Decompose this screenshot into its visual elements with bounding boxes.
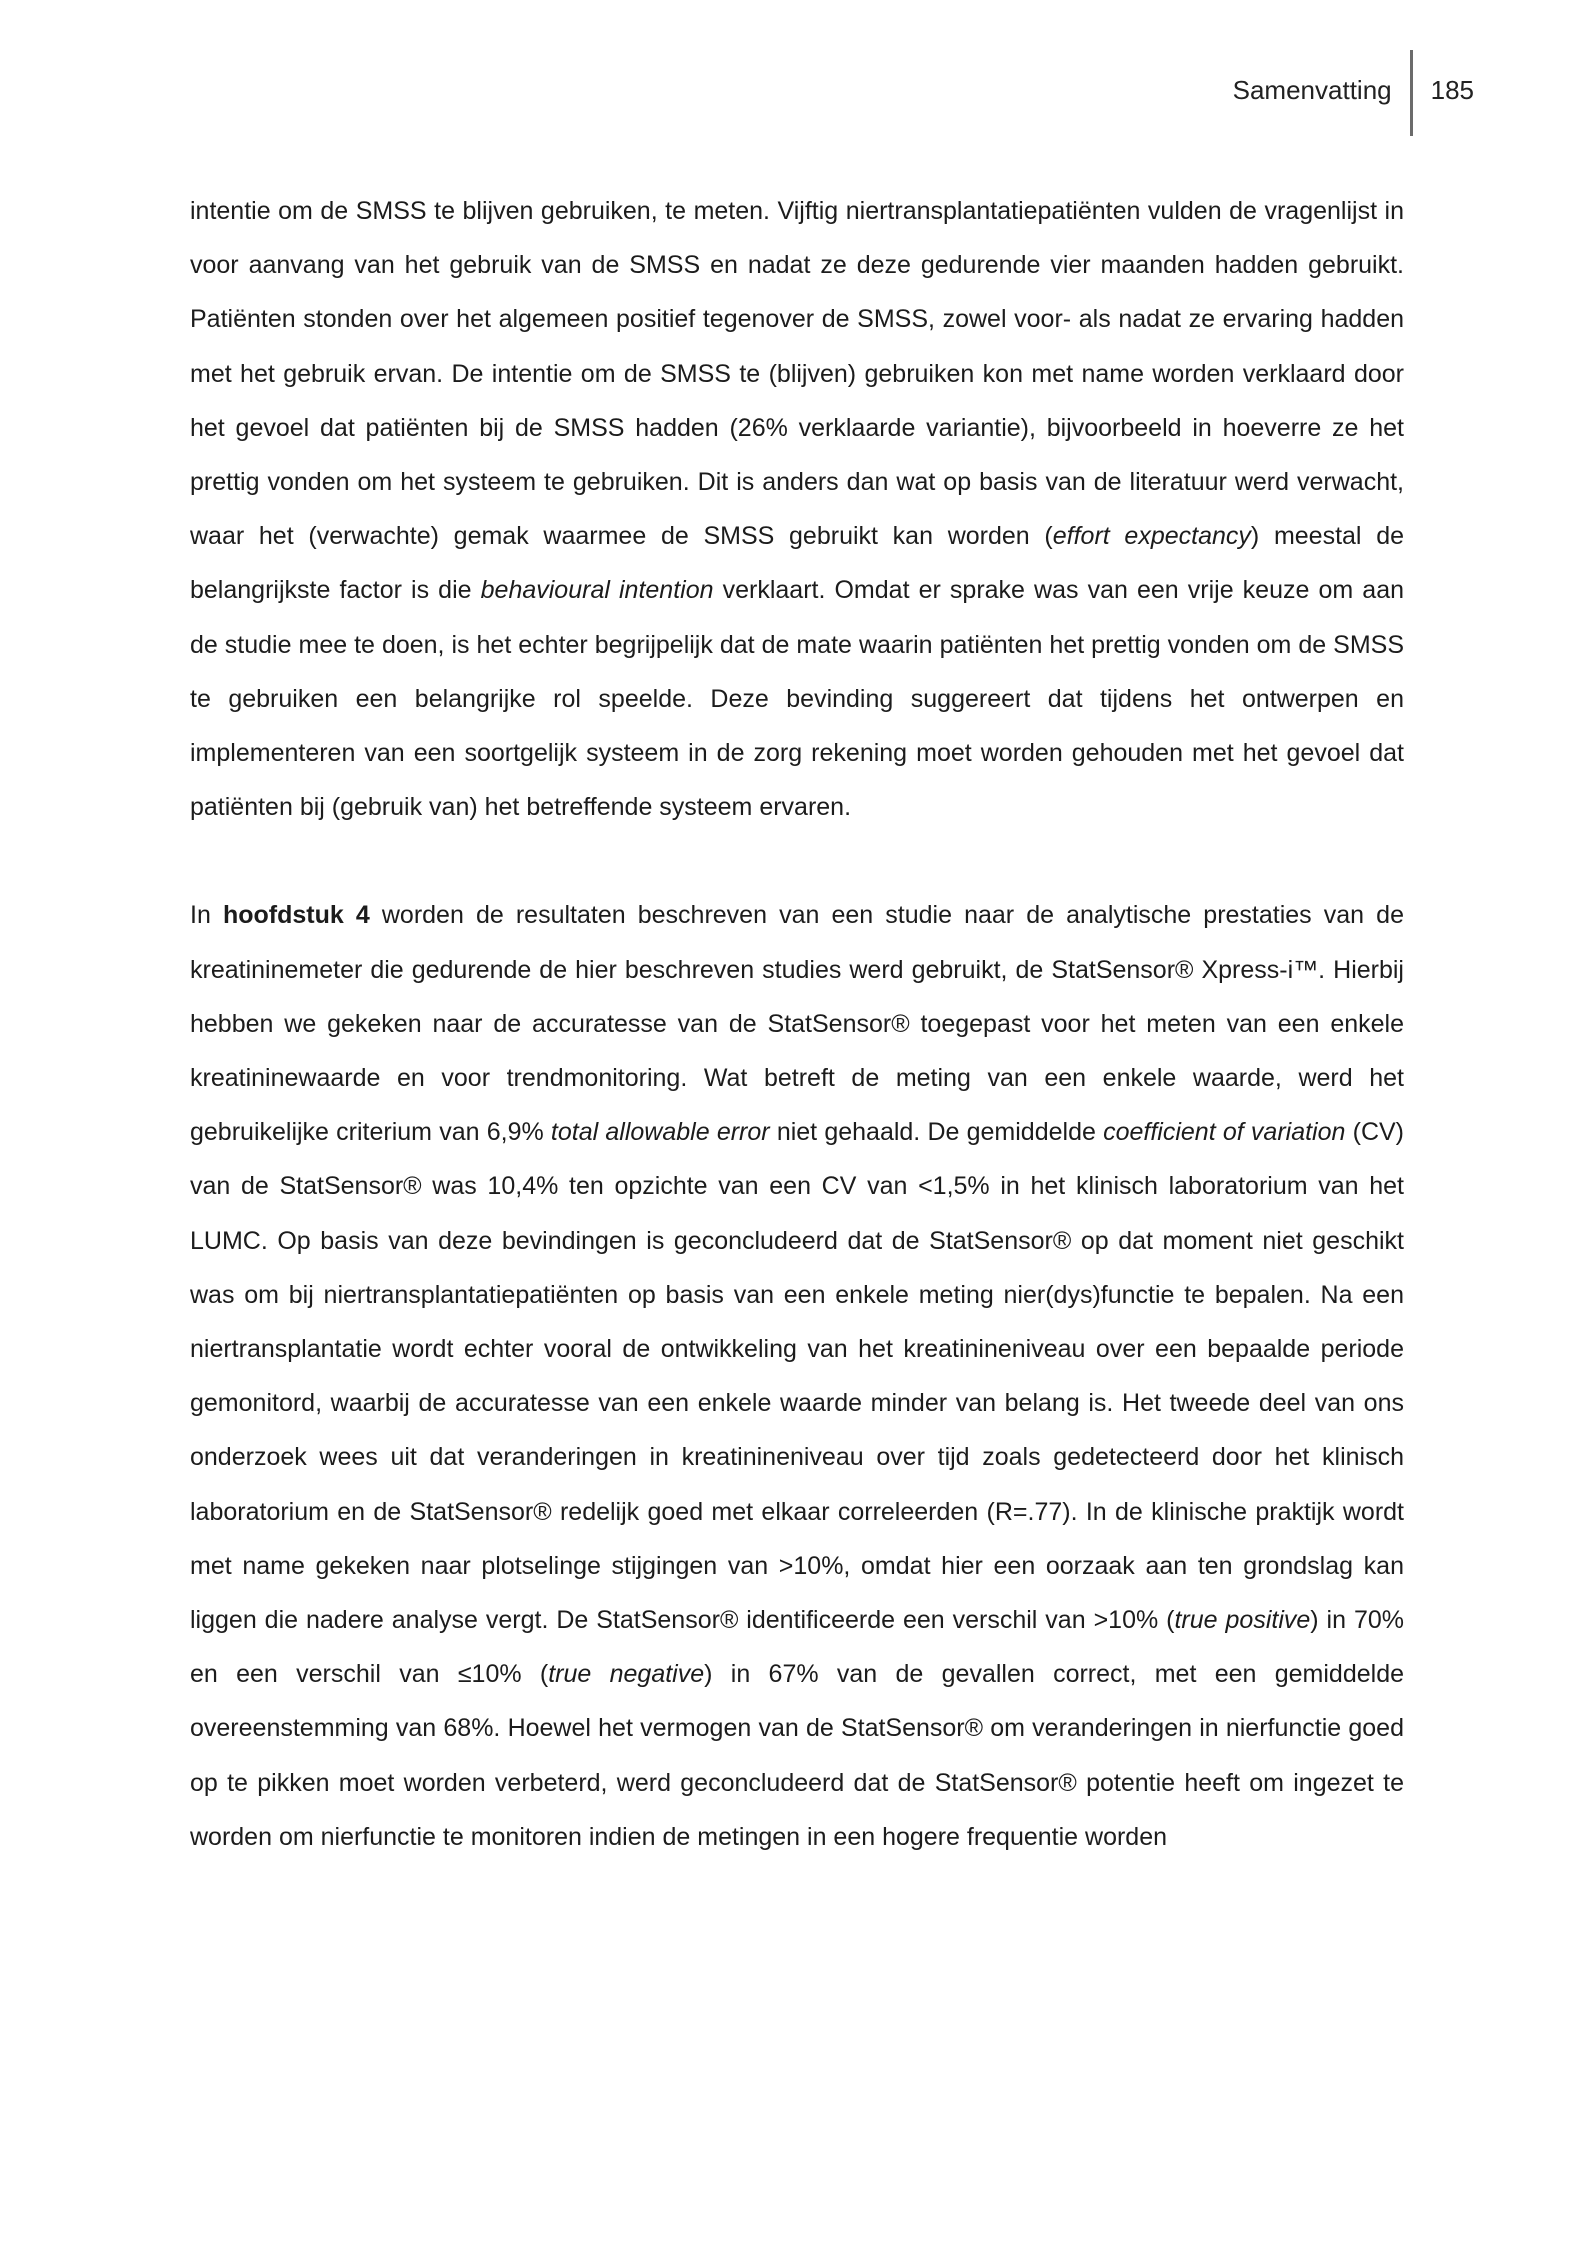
italic-term: effort expectancy [1052,522,1251,551]
text-run: ) meestal de belangrijkste factor is die [190,522,1405,605]
italic-term: total allowable error [550,1118,770,1147]
chapter-reference: hoofdstuk 4 [222,901,370,930]
text-run: verklaart. Omdat er sprake was van een vrije keuze om aan de studie mee te doen, is het echter begrijpelijk dat de mate waarin patiënten het prettig vonden om de SMSS te gebruiken een belangrijke rol speelde. Deze bevinding suggereert dat tijdens het ontwerpen en implementeren van een soortgelijk systeem in de zorg rekening moet worden gehouden met het gevoel dat patiënten bij (gebruik van) het betreffende systeem ervaren. [190,576,1404,822]
italic-term: true negative [548,1660,705,1689]
text-run: niet gehaald. De gemiddelde [769,1118,1104,1147]
section-title: Samenvatting [1232,75,1392,105]
text-run: ) in 70% en een verschil van ≤10% ( [190,1606,1404,1689]
text-run: intentie om de SMSS te blijven gebruiken, te meten. Vijftig niertransplantatiepatiënten vulden de vragenlijst in voor aanvang van het gebruik van de SMSS en nadat ze deze gedurende vier maanden hadden gebruikt. Patiënten stonden over het algemeen positief tegenover de SMSS, zowel voor- als nadat ze ervaring hadden met het gebruik ervan. De intentie om de SMSS te (blijven) gebruiken kon met name worden verklaard door het gevoel dat patiënten bij de SMSS hadden (26% verklaarde variantie), bijvoorbeeld in hoeverre ze het prettig vonden om het systeem te gebruiken. Dit is anders dan wat op basis van de literatuur werd verwacht, waar het (verwachte) gemak waarmee de SMSS gebruikt kan worden ( [190,197,1404,551]
body-text [190,184,1404,1864]
paragraph-chapter-4 [190,888,1404,1864]
text-run: In [190,901,223,930]
text-run: ) in 67% van de gevallen correct, met een gemiddelde overeenstemming van 68%. Hoewel het vermogen van de StatSensor® om veranderingen in nierfunctie goed op te pikken moet worden verbeterd, werd geconcludeerd dat de StatSensor® potentie heeft om ingezet te worden om nierfunctie te monitoren indien de metingen in een hogere frequentie worden [190,1660,1405,1851]
running-header [1233,50,1474,136]
page-number: 185 [1430,75,1474,105]
italic-term: behavioural intention [480,576,714,605]
text-run: (CV) van de StatSensor® was 10,4% ten opzichte van een CV van <1,5% in het klinisch laboratorium van het LUMC. Op basis van deze bevindingen is geconcludeerd dat de StatSensor® op dat moment niet geschikt was om bij niertransplantatiepatiënten op basis van een enkele meting nier(dys)functie te bepalen. Na een niertransplantatie wordt echter vooral de ontwikkeling van het kreatinineniveau over een bepaalde periode gemonitord, waarbij de accuratesse van een enkele waarde minder van belang is. Het tweede deel van ons onderzoek wees uit dat veranderingen in kreatinineniveau over tijd zoals gedetecteerd door het klinisch laboratorium en de StatSensor® redelijk goed met elkaar correleerden (R=.77). In de klinische praktijk wordt met name gekeken naar plotselinge stijgingen van >10%, omdat hier een oorzaak aan ten grondslag kan liggen die nadere analyse vergt. De StatSensor® identificeerde een verschil van >10% ( [190,1118,1405,1635]
text-run: worden de resultaten beschreven van een studie naar de analytische prestaties van de kreatininemeter die gedurende de hier beschreven studies werd gebruikt, de StatSensor® Xpress-i™. Hierbij hebben we gekeken naar de accuratesse van de StatSensor® toegepast voor het meten van een enkele kreatininewaarde en voor trendmonitoring. Wat betreft de meting van een enkele waarde, werd het gebruikelijke criterium van 6,9% [190,901,1404,1147]
italic-term: coefficient of variation [1103,1118,1346,1147]
paragraph-smss-intention [190,184,1404,834]
italic-term: true positive [1174,1606,1311,1635]
